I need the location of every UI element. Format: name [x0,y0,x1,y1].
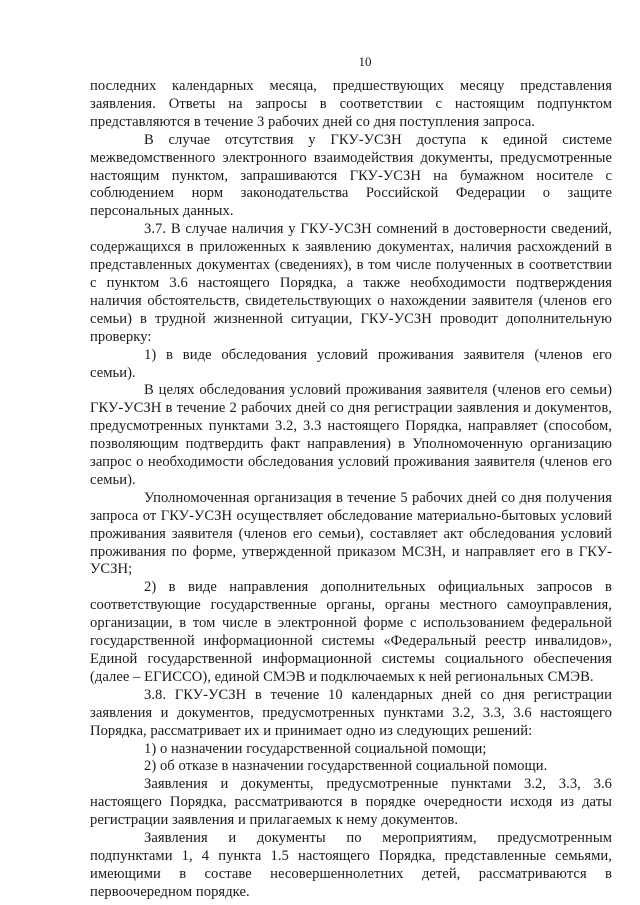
paragraph: 2) об отказе в назначении государственной социальной помощи. [144,758,548,775]
paragraph: 2) в виде направления дополнительных официальных запросов в соответствующие государственные органы, органы местного самоуправления, организации, в том числе в электронной форме с использованием федеральной государственной информационной системы «Федеральный реестр инвалидов», Единой государственной информационной системы социального обеспечения (далее – ЕГИССО), единой СМЭВ и подключаемых к ней региональных СМЭВ. [90,579,612,685]
paragraph: В целях обследования условий проживания заявителя (членов его семьи) ГКУ-УСЗН в течение 2 рабочих дней со дня регистрации заявления и документов, предусмотренных пунктами 3.2, 3.3 настоящего Порядка, направляет (способом, позволяющим подтвердить факт направления) в Уполномоченную организацию запрос о необходимости обследования условий проживания заявителя (членов его семьи). [90,382,612,488]
paragraph: Заявления и документы, предусмотренные пунктами 3.2, 3.3, 3.6 настоящего Порядка, рассматриваются в порядке очередности исходя из даты регистрации заявления и прилагаемых к нему документов. [90,776,612,829]
paragraph: 3.8. ГКУ-УСЗН в течение 10 календарных дней со дня регистрации заявления и документов, предусмотренных пунктами 3.2, 3.3, 3.6 настоящего Порядка, рассматривает их и принимает одно из следующих решений: [90,686,612,739]
page-number: 10 [358,54,372,69]
paragraph: 1) в виде обследования условий проживания заявителя (членов его семьи). [90,346,612,381]
paragraph: Уполномоченная организация в течение 5 рабочих дней со дня получения запроса от ГКУ-УСЗН осуществляет обследование материально-бытовых условий проживания заявителя (членов его семьи), составляет акт обследования условий проживания по форме, утвержденной приказом МСЗН, и направляет его в ГКУ-УСЗН; [90,489,612,578]
document-body [90,78,612,902]
paragraph: последних календарных месяца, предшествующих месяцу представления заявления. Ответы на запросы в соответствии с настоящим подпунктом представляются в течение 3 рабочих дней со дня поступления запроса. [90,78,612,130]
paragraph: Заявления и документы по мероприятиям, предусмотренным подпунктами 1, 4 пункта 1.5 настоящего Порядка, представленные семьями, имеющими в составе несовершеннолетних детей, рассматриваются в первоочередном порядке. [90,830,612,900]
paragraph: 1) о назначении государственной социальной помощи; [144,740,487,757]
paragraph: 3.7. В случае наличия у ГКУ-УСЗН сомнений в достоверности сведений, содержащихся в приложенных к заявлению документах, наличия расхождений в представленных документах (сведениях), в том числе полученных в соответствии с пунктом 3.6 настоящего Порядка, а также необходимости подтверждения наличия обстоятельств, свидетельствующих о нахождении заявителя (членов его семьи) в трудной жизненной ситуации, ГКУ-УСЗН проводит дополнительную проверку: [90,221,612,345]
paragraph: В случае отсутствия у ГКУ-УСЗН доступа к единой системе межведомственного электронного взаимодействия документы, предусмотренные настоящим пунктом, запрашиваются ГКУ-УСЗН на бумажном носителе с соблюдением норм законодательства Российской Федерации о защите персональных данных. [90,131,612,220]
